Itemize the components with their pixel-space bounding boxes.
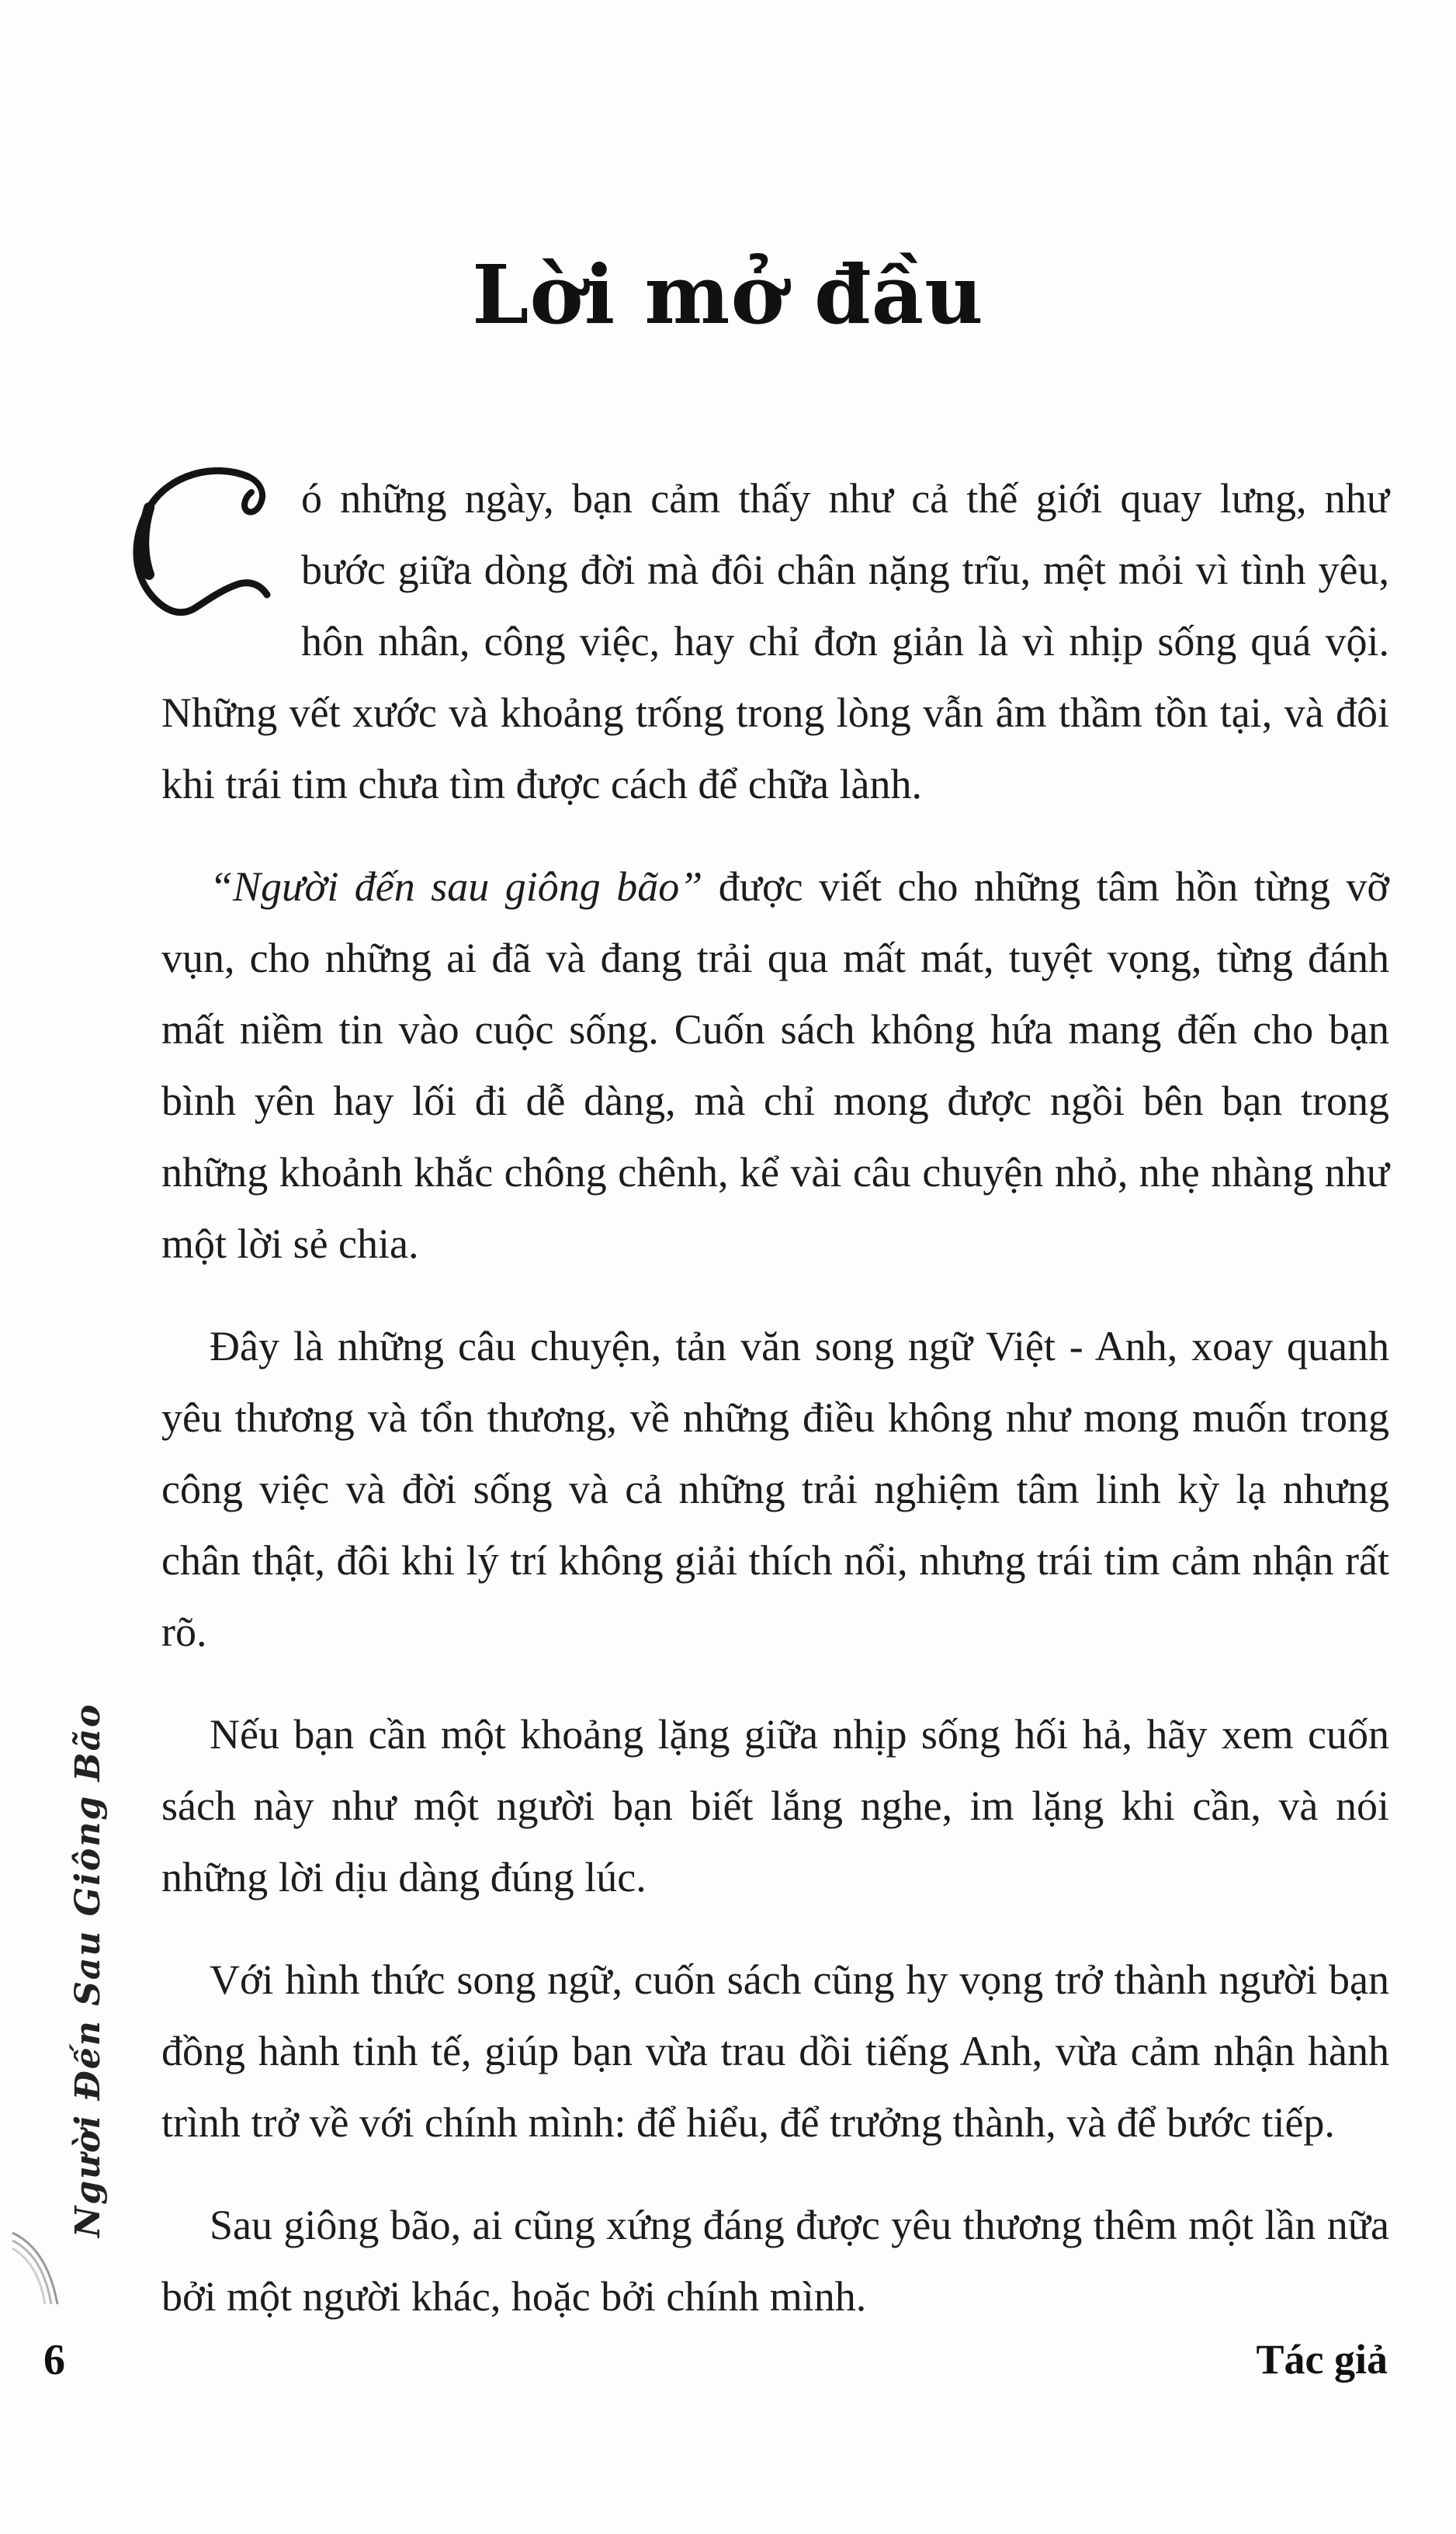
corner-ornament <box>9 2227 71 2316</box>
chapter-title: Lời mở đầu <box>472 247 984 342</box>
dropcap <box>123 466 295 621</box>
paragraph-6: Sau giông bão, ai cũng xứng đáng được yêu thương thêm một lần nữa bởi một người khác, hoặc bởi chính mình. <box>161 2202 1389 2320</box>
paragraph-4: Nếu bạn cần một khoảng lặng giữa nhịp sống hối hả, hãy xem cuốn sách này như một người bạn biết lắng nghe, im lặng khi cần, và nói những lời dịu dàng đúng lúc. <box>161 1711 1389 1900</box>
book-title-quote: “Người đến sau giông bão” <box>210 863 703 910</box>
body-text <box>161 463 1389 2363</box>
running-head: Người Đến Sau Giông Bão <box>68 1703 108 2237</box>
page-number: 6 <box>43 2336 65 2384</box>
paragraph-1 <box>161 463 1389 820</box>
author-signature: Tác giả <box>1256 2336 1388 2383</box>
paragraph-2 <box>161 851 1389 1279</box>
paragraph-3: Đây là những câu chuyện, tản văn song ngữ Việt - Anh, xoay quanh yêu thương và tổn thương, về những điều không như mong muốn trong công việc và đời sống và cả những trải nghiệm tâm linh kỳ lạ nhưng chân thật, đôi khi lý trí không giải thích nổi, nhưng trái tim cảm nhận rất rõ. <box>161 1323 1389 1655</box>
paragraph-1-text: ó những ngày, bạn cảm thấy như cả thế giới quay lưng, như bước giữa dòng đời mà đôi chân nặng trĩu, mệt mỏi vì tình yêu, hôn nhân, công việc, hay chỉ đơn giản là vì nhịp sống quá vội. Những vết xước và khoảng trống trong lòng vẫn âm thầm tồn tại, và đôi khi trái tim chưa tìm được cách để chữa lành. <box>161 475 1389 807</box>
paragraph-5: Với hình thức song ngữ, cuốn sách cũng hy vọng trở thành người bạn đồng hành tinh tế, giúp bạn vừa trau dồi tiếng Anh, vừa cảm nhận hành trình trở về với chính mình: để hiểu, để trưởng thành, và để bước tiếp. <box>161 1956 1389 2146</box>
paragraph-2-text: được viết cho những tâm hồn từng vỡ vụn, cho những ai đã và đang trải qua mất mát, tuyệt vọng, từng đánh mất niềm tin vào cuộc sống. Cuốn sách không hứa mang đến cho bạn bình yên hay lối đi dễ dàng, mà chỉ mong được ngồi bên bạn trong những khoảnh khắc chông chênh, kể vài câu chuyện nhỏ, nhẹ nhàng như một lời sẻ chia. <box>161 863 1389 1267</box>
dropcap-glyph <box>123 466 295 621</box>
